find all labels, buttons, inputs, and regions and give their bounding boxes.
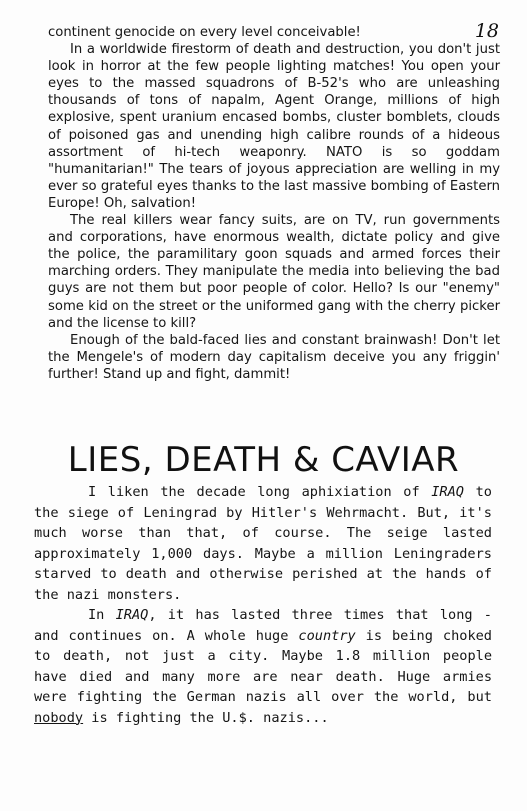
- text-run: In: [88, 607, 116, 623]
- paragraph-stand-up: Enough of the bald-faced lies and constant brainwash! Don't let the Mengele's of modern day capitalism deceive you any friggin' further! Stand up and fight, dammit!: [48, 332, 500, 382]
- essay-continuation: [48, 24, 500, 383]
- paragraph-real-killers: The real killers wear fancy suits, are on TV, run governments and corporations, have enormous wealth, dictate policy and give the police, the paramilitary goon squads and armed forces their marching orders. They manipulate the media into believing the bad guys are not them but poor people of color. Hello? Is our "enemy" some kid on the street or the uniformed gang with the cherry picker and the license to kill?: [48, 213, 500, 331]
- text-run: is fighting the U.$. nazis...: [83, 709, 329, 726]
- article-body: [34, 482, 492, 728]
- text-run: , it has lasted three times that long - and continues on. A whole huge: [34, 607, 492, 644]
- text-run: to the siege of Leningrad by Hitler's Wehrmacht. But, it's much worse than that, of course. The seige lasted approximately 1,000 days. Maybe a million Leningraders starved to death and otherwise perished at the hands of the nazi monsters.: [34, 484, 492, 603]
- emphasis-country: country: [298, 627, 356, 644]
- paragraph-firestorm: In a worldwide firestorm of death and destruction, you don't just look in horror at the few people lighting matches! You open your eyes to the massed squadrons of B-52's who are unleashing thousands of tons of napalm, Agent Orange, millions of high explosive, spent uranium encased bombs, cluster bomblets, clouds of poisoned gas and unending high calibre rounds of a hideous assortment of hi-tech weaponry. NATO is so goddam "humanitarian!" The tears of joyous appreciation are welling in my ever so grateful eyes thanks to the last massive bombing of Eastern Europe! Oh, salvation!: [48, 42, 500, 211]
- text-run: I liken the decade long aphixiation of: [88, 484, 432, 500]
- paragraph-opening-fragment: continent genocide on every level conceivable!: [48, 25, 361, 40]
- emphasis-iraq: IRAQ: [115, 607, 149, 623]
- paragraph-iraq: [34, 605, 492, 728]
- underlined-nobody: nobody: [34, 709, 84, 726]
- section-heading: LIES, DEATH & CAVIAR: [67, 440, 460, 480]
- emphasis-iraq: IRAQ: [431, 484, 464, 500]
- paragraph-leningrad: [34, 482, 492, 605]
- page-number: 18: [474, 20, 499, 42]
- text-run: is being choked to death, not just a city. Maybe 1.8 million people have died and many more are near death. Huge armies were fighting the German nazis all over the world, but: [34, 627, 492, 705]
